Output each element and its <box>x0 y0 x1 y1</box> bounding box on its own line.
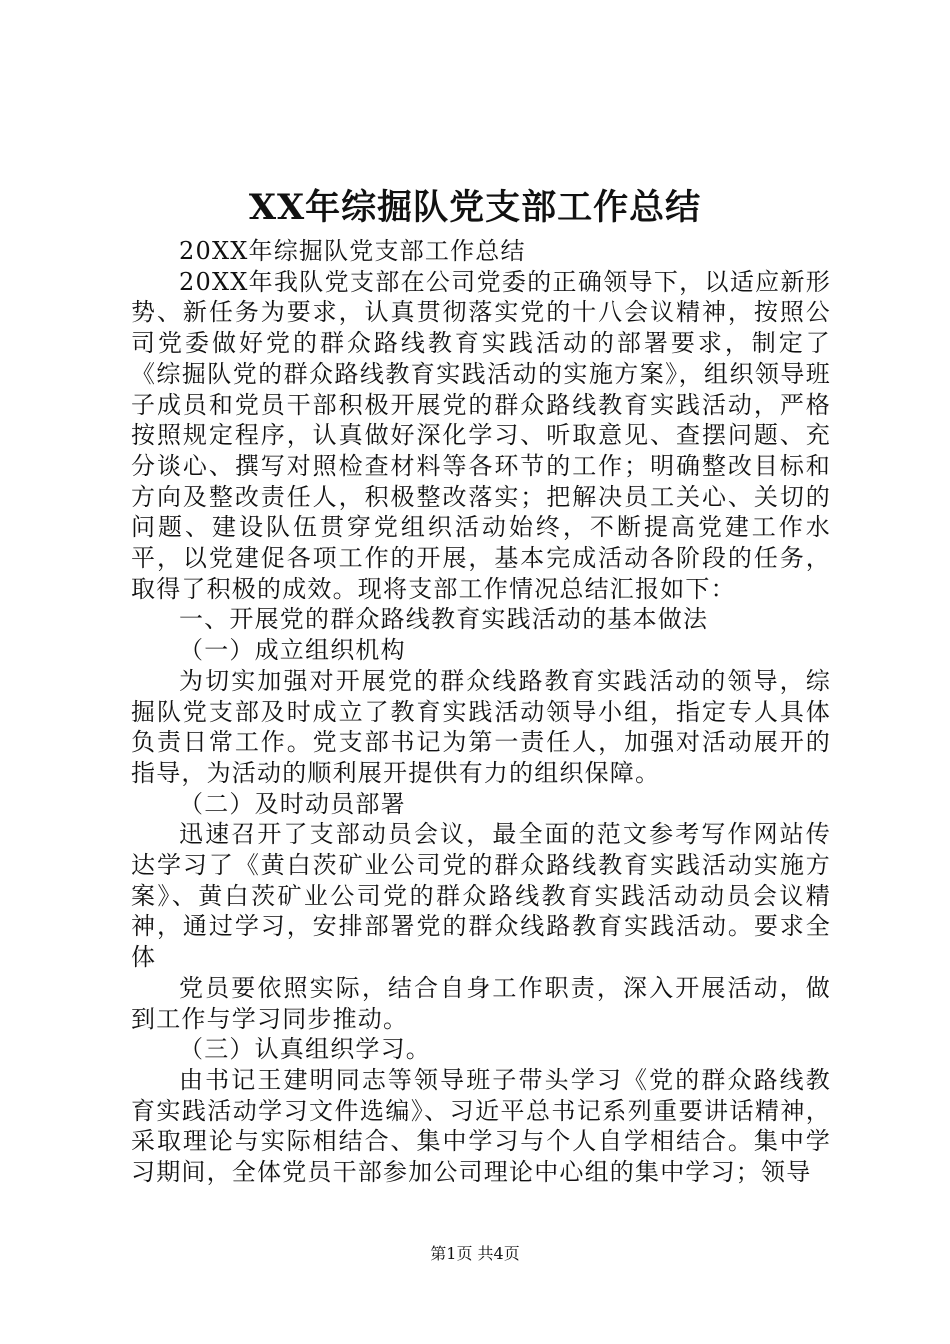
paragraph-study: 由书记王建明同志等领导班子带头学习《党的群众路线教育实践活动学习文件选编》、习近平总书记系列重要讲话精神，采取理论与实际相结合、集中学习与个人自学相结合。集中学习期间，全体党员干部参加公司理论中心组的集中学习；领导 <box>131 1065 831 1187</box>
page-number: 第1页 <box>430 1244 473 1263</box>
paragraph-organization: 为切实加强对开展党的群众线路教育实践活动的领导，综掘队党支部及时成立了教育实践活动领导小组，指定专人具体负责日常工作。党支部书记为第一责任人，加强对活动展开的指导，为活动的顺利展开提供有力的组织保障。 <box>131 666 831 787</box>
paragraph-subtitle: 20XX年综掘队党支部工作总结 <box>179 237 526 265</box>
subsection-heading-1: （一）成立组织机构 <box>179 636 406 665</box>
paragraph-intro: 20XX年我队党支部在公司党委的正确领导下，以适应新形势、新任务为要求，认真贯彻落实党的十八会议精神，按照公司党委做好党的群众路线教育实践活动的部署要求，制定了《综掘队党的群众路线教育实践活动的实施方案》，组织领导班子成员和党员干部积极开展党的群众路线教育实践活动，严格按照规定程序，认真做好深化学习、听取意见、查摆问题、充分谈心、撰写对照检查材料等各环节的工作；明确整改目标和方向及整改责任人，积极整改落实；把解决员工关心、关切的问题、建设队伍贯穿党组织活动始终，不断提高党建工作水平，以党建促各项工作的开展，基本完成活动各阶段的任务，取得了积极的成效。现将支部工作情况总结汇报如下： <box>131 267 831 603</box>
page-total: 共4页 <box>477 1244 520 1263</box>
document-body <box>131 236 831 1188</box>
section-heading-1: 一、开展党的群众路线教育实践活动的基本做法 <box>179 605 709 634</box>
page-footer <box>0 1242 950 1266</box>
page-title: XX年综掘队党支部工作总结 <box>248 187 702 228</box>
subsection-heading-3: （三）认真组织学习。 <box>179 1035 431 1064</box>
paragraph-mobilization: 迅速召开了支部动员会议，最全面的范文参考写作网站传达学习了《黄白茨矿业公司党的群众路线教育实践活动实施方案》、黄白茨矿业公司党的群众路线教育实践活动动员会议精神，通过学习，安排部署党的群众线路教育实践活动。要求全体 <box>131 820 831 972</box>
subsection-heading-2: （二）及时动员部署 <box>179 789 406 818</box>
paragraph-mobilization-cont: 党员要依照实际，结合自身工作职责，深入开展活动，做到工作与学习同步推动。 <box>131 973 831 1033</box>
